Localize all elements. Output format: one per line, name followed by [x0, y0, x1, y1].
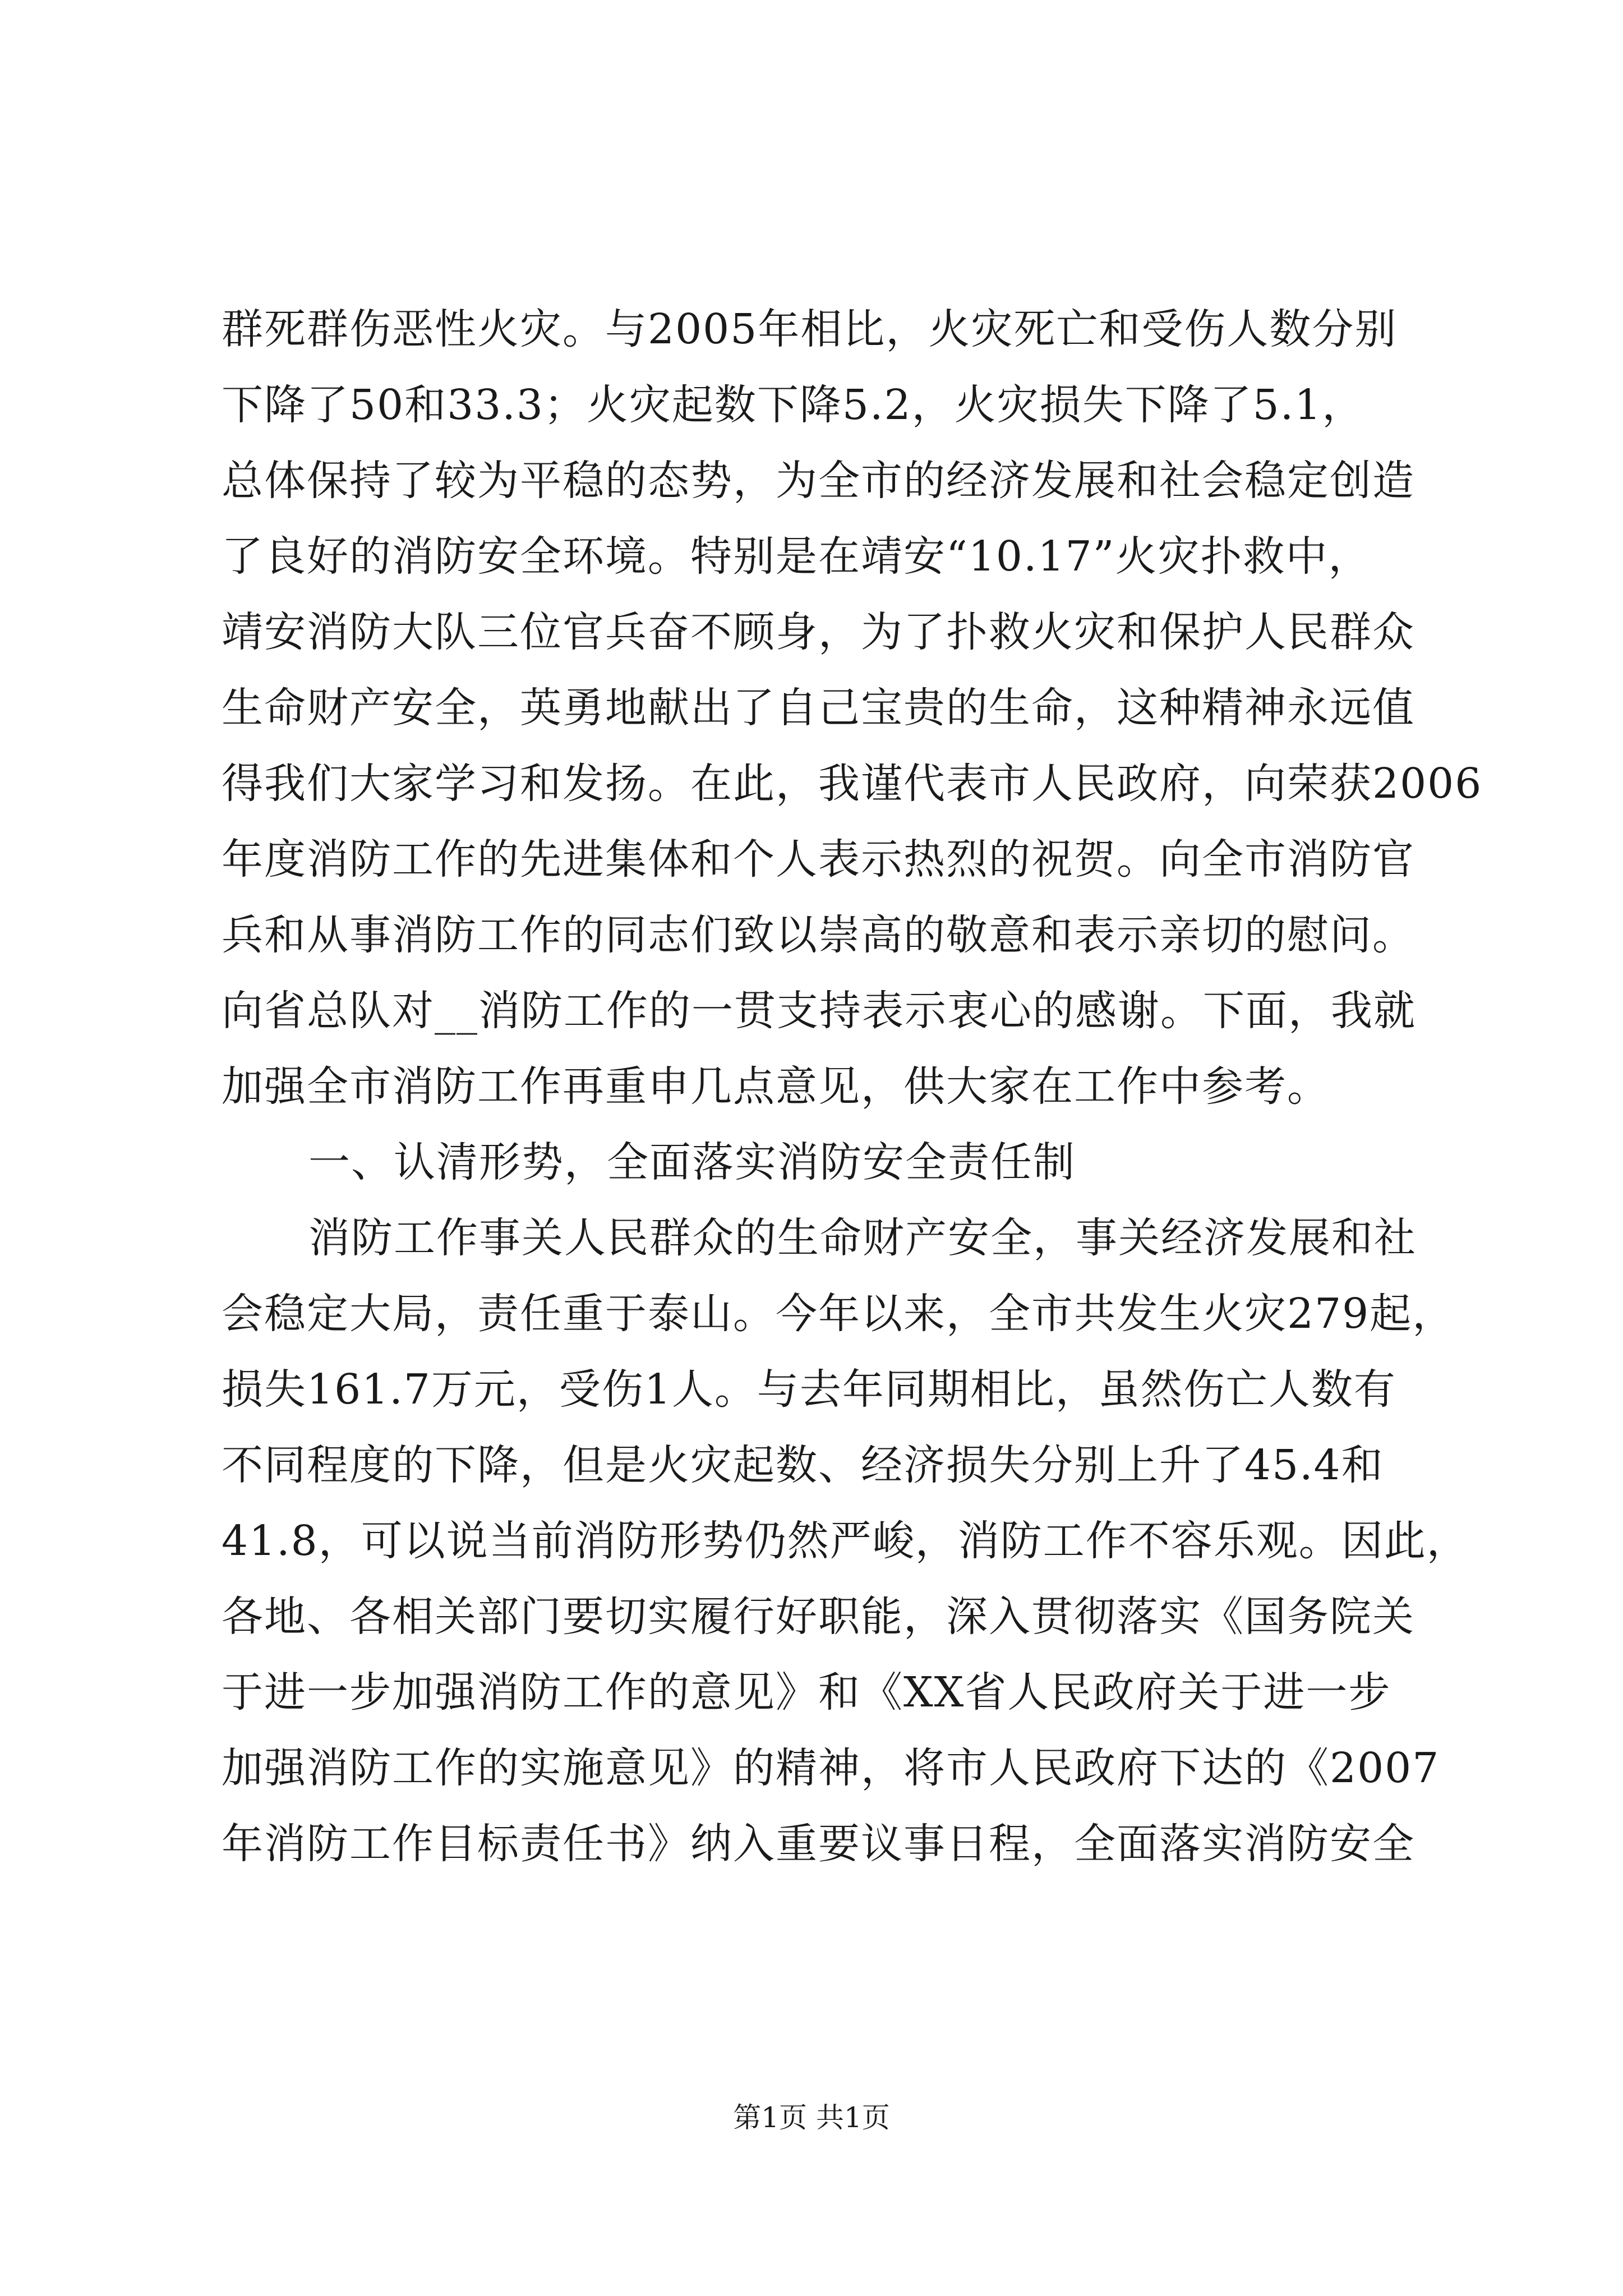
text-line-19: 于进一步加强消防工作的意见》和《XX省人民政府关于进一步: [222, 1668, 1391, 1717]
text-line-17: 41.8，可以说当前消防形势仍然严峻，消防工作不容乐观。因此，: [222, 1517, 1469, 1565]
text-line-15: 损失161.7万元，受伤1人。与去年同期相比，虽然伤亡人数有: [222, 1365, 1396, 1414]
text-line-16: 不同程度的下降，但是火灾起数、经济损失分别上升了45.4和: [222, 1441, 1384, 1489]
document-body: [222, 292, 1483, 1882]
text-line-21: 年消防工作目标责任书》纳入重要议事日程，全面落实消防安全: [222, 1820, 1415, 1868]
text-line-1: 群死群伤恶性火灾。与2005年相比，火灾死亡和受伤人数分别: [222, 305, 1398, 353]
section-heading: 一、认清形势，全面落实消防安全责任制: [308, 1138, 1076, 1186]
text-line-20: 加强消防工作的实施意见》的精神，将市人民政府下达的《2007: [222, 1744, 1440, 1792]
text-line-5: 靖安消防大队三位官兵奋不顾身，为了扑救火灾和保护人民群众: [222, 608, 1415, 656]
text-line-6: 生命财产安全，英勇地献出了自己宝贵的生命，这种精神永远值: [222, 684, 1415, 732]
text-line-8: 年度消防工作的先进集体和个人表示热烈的祝贺。向全市消防官: [222, 835, 1415, 884]
text-line-9: 兵和从事消防工作的同志们致以崇高的敬意和表示亲切的慰问。: [222, 911, 1415, 959]
text-line-4: 了良好的消防安全环境。特别是在靖安“10.17”火灾扑救中，: [222, 532, 1371, 581]
text-line-11: 加强全市消防工作再重申几点意见，供大家在工作中参考。: [222, 1062, 1330, 1111]
text-line-3: 总体保持了较为平稳的态势，为全市的经济发展和社会稳定创造: [222, 457, 1415, 505]
text-line-14: 会稳定大局，责任重于泰山。今年以来，全市共发生火灾279起，: [222, 1290, 1455, 1338]
page-footer: 第1页 共1页: [733, 2101, 890, 2134]
text-line-2: 下降了50和33.3；火灾起数下降5.2，火灾损失下降了5.1，: [222, 381, 1365, 429]
text-line-18: 各地、各相关部门要切实履行好职能，深入贯彻落实《国务院关: [222, 1593, 1415, 1641]
text-line-7: 得我们大家学习和发扬。在此，我谨代表市人民政府，向荣获2006: [222, 760, 1483, 808]
text-line-13: 消防工作事关人民群众的生命财产安全，事关经济发展和社: [308, 1214, 1417, 1262]
text-line-10: 向省总队对__消防工作的一贯支持表示衷心的感谢。下面，我就: [222, 987, 1416, 1035]
